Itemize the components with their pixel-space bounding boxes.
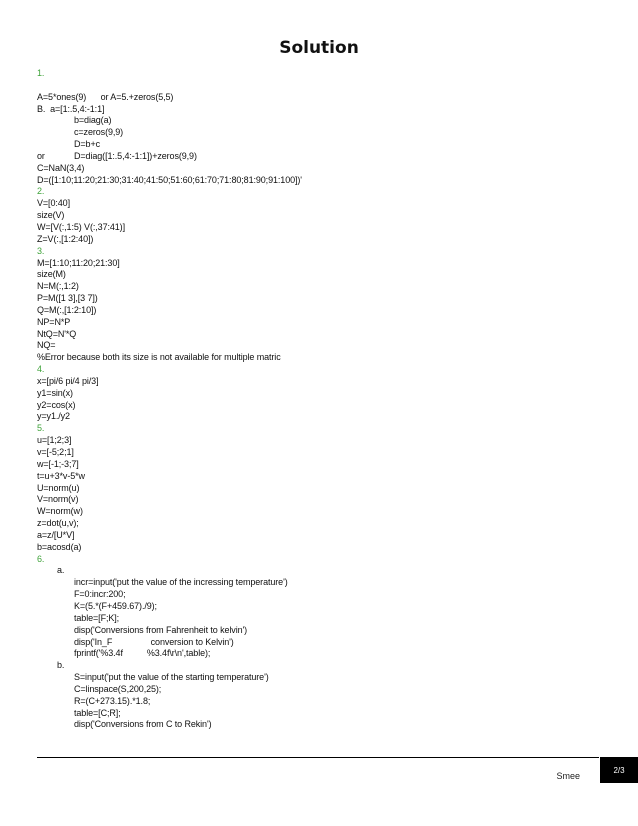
code-line — [37, 305, 618, 317]
code-line — [37, 198, 618, 210]
line-text: b=acosd(a) — [37, 541, 82, 552]
code-line — [37, 104, 618, 116]
question-number — [37, 68, 618, 80]
page-title: Solution — [279, 38, 359, 58]
code-line — [37, 577, 618, 589]
code-line — [37, 447, 618, 459]
code-line — [37, 388, 618, 400]
code-line — [37, 400, 618, 412]
code-line — [37, 660, 618, 672]
line-text: 4. — [37, 364, 45, 375]
code-line — [37, 139, 618, 151]
line-text: b=diag(a) — [74, 115, 112, 126]
line-text: D=([1:10;11:20;21:30;31:40;41:50;51:60;61:70;71:80;81:90;91:100])' — [37, 174, 302, 185]
line-text: v=[-5;2;1] — [37, 447, 74, 457]
line-text: F=0:incr:200; — [74, 589, 126, 600]
line-text: table=[F;K]; — [74, 612, 120, 623]
line-text: 2. — [37, 186, 45, 197]
line-text: N=M(:,1:2) — [37, 281, 79, 292]
code-line — [37, 222, 618, 234]
line-text: C=NaN(3,4) — [37, 162, 85, 173]
code-line — [37, 565, 618, 577]
line-text: disp('In_F conversion to Kelvin') — [74, 636, 234, 647]
code-line — [37, 127, 618, 139]
code-line — [37, 234, 618, 246]
line-text: M=[1:10;11:20;21:30] — [37, 257, 120, 268]
code-line — [37, 269, 618, 281]
line-text: disp('Conversions from C to Rekin') — [74, 719, 212, 730]
code-line — [37, 648, 618, 660]
code-line — [37, 530, 618, 542]
code-line — [37, 281, 618, 293]
line-text: y=y1./y2 — [37, 411, 70, 422]
line-text: 1. — [37, 68, 45, 78]
code-line — [37, 317, 618, 329]
line-text: table=[C;R]; — [74, 707, 121, 718]
page-number-badge: 2/3 — [600, 757, 638, 783]
question-number — [37, 186, 618, 198]
line-text: size(V) — [37, 210, 65, 221]
code-line — [37, 601, 618, 613]
line-text: disp('Conversions from Fahrenheit to kelvin') — [74, 624, 248, 635]
or-label: or — [37, 150, 45, 161]
code-line — [37, 340, 618, 352]
line-text: z=dot(u,v); — [37, 518, 79, 529]
line-text: 5. — [37, 423, 45, 434]
question-number — [37, 423, 618, 435]
code-line — [37, 483, 618, 495]
code-line — [37, 613, 618, 625]
line-text: y2=cos(x) — [37, 399, 76, 410]
line-text: Z=V(:,[1:2:40]) — [37, 233, 94, 244]
line-text: Q=M(:,[1:2:10]) — [37, 304, 97, 315]
code-line — [37, 163, 618, 175]
line-text: t=u+3*v-5*w — [37, 470, 85, 481]
line-text: %Error because both its size is not available for multiple matric — [37, 352, 281, 363]
code-line — [37, 471, 618, 483]
line-text: y1=sin(x) — [37, 387, 73, 398]
code-line — [37, 589, 618, 601]
line-text: U=norm(u) — [37, 482, 80, 493]
code-line — [37, 210, 618, 222]
code-line — [37, 435, 618, 447]
footer-author: Smee — [556, 771, 580, 781]
code-line — [37, 494, 618, 506]
line-text: incr=input('put the value of the incressing temperature') — [74, 577, 288, 588]
line-text: R=(C+273.15).*1.8; — [74, 695, 151, 706]
line-text: B. a=[1:.5,4:-1:1] — [37, 103, 105, 114]
code-line — [37, 625, 618, 637]
line-text: D=diag([1:.5,4:-1:1])+zeros(9,9) — [74, 150, 197, 161]
code-line — [37, 352, 618, 364]
line-text: u=[1;2;3] — [37, 435, 72, 446]
line-text: NtQ=N'*Q — [37, 328, 77, 339]
line-text: A=5*ones(9) or A=5.+zeros(5,5) — [37, 91, 174, 102]
code-line — [37, 672, 618, 684]
code-line — [37, 518, 618, 530]
code-line — [37, 376, 618, 388]
code-line — [37, 637, 618, 649]
code-line — [37, 719, 618, 731]
code-line — [37, 542, 618, 554]
line-text: x=[pi/6 pi/4 pi/3] — [37, 375, 99, 386]
code-line — [37, 411, 618, 423]
code-line — [37, 80, 618, 92]
line-text: W=norm(w) — [37, 506, 83, 517]
question-number — [37, 554, 618, 566]
code-line — [37, 175, 618, 187]
line-text: V=[0:40] — [37, 198, 70, 209]
line-text: P=M([1 3],[3 7]) — [37, 293, 98, 304]
line-text: size(M) — [37, 269, 66, 280]
question-number — [37, 246, 618, 258]
line-text: c=zeros(9,9) — [74, 127, 124, 138]
line-text: NQ= — [37, 340, 56, 351]
code-line — [37, 258, 618, 270]
line-text: K=(5.*(F+459.67)./9); — [74, 600, 157, 611]
line-text: D=b+c — [74, 139, 101, 150]
code-line — [37, 151, 618, 163]
line-text: V=norm(v) — [37, 494, 79, 505]
code-line — [37, 115, 618, 127]
line-text: W=[V(:,1:5) V(:,37:41)] — [37, 221, 125, 232]
line-text: 6. — [37, 553, 45, 564]
line-text: b. — [57, 660, 65, 671]
code-line — [37, 92, 618, 104]
code-line — [37, 329, 618, 341]
code-line — [37, 708, 618, 720]
line-text: 3. — [37, 245, 45, 256]
code-line — [37, 293, 618, 305]
line-text: a=z/[U*V] — [37, 529, 75, 540]
question-number — [37, 364, 618, 376]
line-text: w=[-1;-3;7] — [37, 458, 79, 469]
line-text: fprintf('%3.4f %3.4f\r\n',table); — [74, 648, 211, 659]
code-line — [37, 684, 618, 696]
code-line — [37, 696, 618, 708]
code-line — [37, 506, 618, 518]
solution-body — [37, 68, 618, 731]
line-text: C=linspace(S,200,25); — [74, 683, 162, 694]
line-text: S=input('put the value of the starting temperature') — [74, 672, 269, 683]
line-text: NP=N*P — [37, 316, 71, 327]
footer-divider — [37, 757, 599, 758]
line-text: a. — [57, 565, 65, 576]
code-line — [37, 459, 618, 471]
